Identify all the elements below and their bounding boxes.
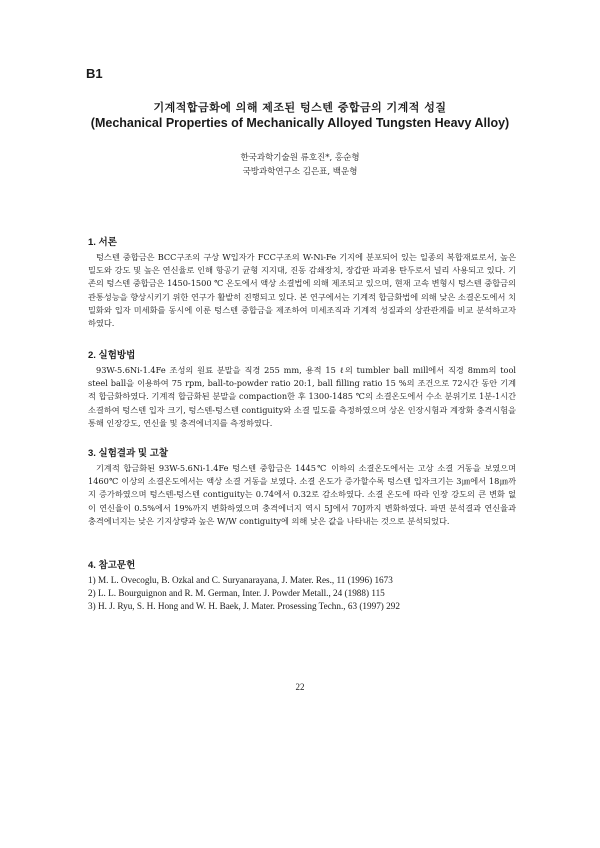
section-references — [88, 557, 516, 613]
section-introduction — [88, 234, 516, 330]
abstract-code: B1 — [86, 66, 103, 81]
author-line-1: 한국과학기술원 류호진*, 홍순형 — [240, 153, 360, 163]
section-heading: 4. 참고문헌 — [88, 560, 136, 571]
title-english: (Mechanical Properties of Mechanically Alloyed Tungsten Heavy Alloy) — [90, 116, 510, 130]
section-heading: 2. 실험방법 — [88, 350, 136, 361]
reference-list — [88, 574, 516, 613]
reference-item: 2) L. L. Bourguignon and R. M. German, Inter. J. Powder Metall., 24 (1988) 115 — [88, 588, 385, 598]
section-results — [88, 445, 516, 528]
section-body: 텅스텐 중합금은 BCC구조의 구상 W입자가 FCC구조의 W-Ni-Fe 기지에 분포되어 있는 일종의 복합재료로서, 높은 밀도와 강도 및 높은 연신율로 인해 항공기 균형 지지대, 진동 감쇄장치, 장갑판 파괴용 탄두로서 널리 사용되고 있다. 기존의 텅스텐 중합금은 1450-1500 ℃ 온도에서 액상 소결법에 의해 제조되고 있으며, 현재 고속 변형시 텅스텐 중합금의 관통성능을 향상시키기 위한 연구가 활발히 진행되고 있다. 본 연구에서는 기계적 합금화법에 의해 낮은 소결온도에서 치밀화와 입자 미세화를 동시에 이룬 텅스텐 중합금을 제조하여 미세조직과 기계적 성질과의 상관관계를 비교 분석하고자 하였다. — [88, 252, 516, 329]
title-korean: 기계적합금화에 의해 제조된 텅스텐 중합금의 기계적 성질 — [153, 101, 447, 114]
section-heading: 3. 실험결과 및 고찰 — [88, 448, 169, 459]
section-heading: 1. 서론 — [88, 237, 117, 248]
section-body: 93W-5.6Ni-1.4Fe 조성의 원료 분말을 직경 255 mm, 용적 15 ℓ의 tumbler ball mill에서 직경 8mm의 tool steel ball을 이용하여 75 rpm, ball-to-powder ratio 20:1, ball filling ratio 15 %의 조건으로 72시간 동안 기계적 합금화하였다. 기계적 합금화된 분말을 compaction한 후 1300-1485 ℃의 소결온도에서 수소 분위기로 1분-1시간 소결하여 텅스텐 입자 크기, 텅스텐-텅스텐 contiguity와 소결 밀도를 측정하였으며 상온 인장시험과 계장화 충격시험을 통해 인장강도, 연신율 및 충격에너지를 측정하였다. — [88, 365, 516, 428]
section-body: 기계적 합금화된 93W-5.6Ni-1.4Fe 텅스텐 중합금은 1445℃ 이하의 소결온도에서는 고상 소결 거동을 보였으며 1460℃ 이상의 소결온도에서는 액상 소결 거동을 보였다. 소결 온도가 증가할수록 텅스텐 입자크기는 3㎛에서 18㎛까지 증가하였으며 텅스텐-텅스텐 contiguity는 0.74에서 0.32로 감소하였다. 소결 온도에 따라 인장 강도의 큰 변화 없이 연신율이 0.5%에서 19%까지 변화하였으며 충격에너지 역시 5J에서 70J까지 변화하였다. 파면 분석결과 연신율과 충격에너지는 낮은 기지상량과 높은 W/W contiguity에 의해 낮은 값을 나타내는 것으로 분석되었다. — [88, 463, 516, 526]
author-block — [0, 151, 600, 179]
page-number: 22 — [295, 682, 305, 692]
section-method — [88, 347, 516, 430]
reference-item: 3) H. J. Ryu, S. H. Hong and W. H. Baek, J. Mater. Prosessing Techn., 63 (1997) 292 — [88, 601, 400, 611]
reference-item: 1) M. L. Ovecoglu, B. Ozkal and C. Suryanarayana, J. Mater. Res., 11 (1996) 1673 — [88, 575, 393, 585]
author-line-2: 국방과학연구소 김은표, 백운형 — [242, 167, 358, 177]
